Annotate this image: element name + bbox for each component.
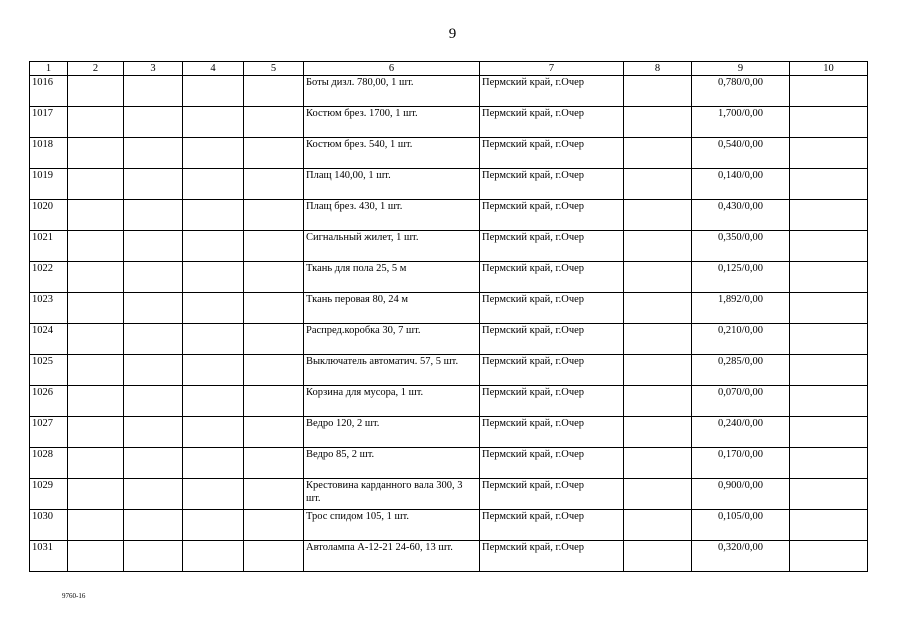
cell-col-5	[244, 76, 304, 107]
column-number-cell: 8	[624, 62, 692, 76]
column-number-cell: 3	[124, 62, 183, 76]
cell-col-9: 0,070/0,00	[692, 386, 790, 417]
cell-col-4	[183, 386, 244, 417]
cell-col-6: Ткань для пола 25, 5 м	[304, 262, 480, 293]
cell-col-1: 1016	[30, 76, 68, 107]
table-row	[30, 386, 868, 417]
table-row	[30, 479, 868, 510]
cell-col-7: Пермский край, г.Очер	[480, 324, 624, 355]
cell-col-3	[124, 107, 183, 138]
cell-col-5	[244, 262, 304, 293]
cell-col-3	[124, 138, 183, 169]
cell-col-7: Пермский край, г.Очер	[480, 448, 624, 479]
cell-col-2	[68, 138, 124, 169]
table-row	[30, 355, 868, 386]
column-number-cell: 4	[183, 62, 244, 76]
cell-col-1: 1029	[30, 479, 68, 510]
cell-col-10	[790, 169, 868, 200]
cell-col-10	[790, 200, 868, 231]
cell-col-9: 0,430/0,00	[692, 200, 790, 231]
cell-col-1: 1019	[30, 169, 68, 200]
table-row	[30, 293, 868, 324]
table-row	[30, 324, 868, 355]
cell-col-7: Пермский край, г.Очер	[480, 200, 624, 231]
cell-col-10	[790, 479, 868, 510]
cell-col-3	[124, 417, 183, 448]
cell-col-2	[68, 107, 124, 138]
cell-col-8	[624, 324, 692, 355]
cell-col-8	[624, 417, 692, 448]
cell-col-3	[124, 448, 183, 479]
cell-col-5	[244, 510, 304, 541]
table-row	[30, 262, 868, 293]
cell-col-9: 0,105/0,00	[692, 510, 790, 541]
cell-col-10	[790, 76, 868, 107]
cell-col-7: Пермский край, г.Очер	[480, 107, 624, 138]
cell-col-8	[624, 169, 692, 200]
cell-col-8	[624, 479, 692, 510]
cell-col-5	[244, 169, 304, 200]
cell-col-6: Корзина для мусора, 1 шт.	[304, 386, 480, 417]
cell-col-3	[124, 231, 183, 262]
cell-col-2	[68, 324, 124, 355]
cell-col-10	[790, 510, 868, 541]
table-row	[30, 448, 868, 479]
cell-col-3	[124, 200, 183, 231]
cell-col-9: 0,780/0,00	[692, 76, 790, 107]
cell-col-7: Пермский край, г.Очер	[480, 479, 624, 510]
cell-col-9: 0,350/0,00	[692, 231, 790, 262]
cell-col-10	[790, 293, 868, 324]
cell-col-6: Крестовина карданного вала 300, 3 шт.	[304, 479, 480, 510]
table-row	[30, 417, 868, 448]
cell-col-9: 0,285/0,00	[692, 355, 790, 386]
table-row	[30, 76, 868, 107]
cell-col-1: 1026	[30, 386, 68, 417]
cell-col-9: 0,540/0,00	[692, 138, 790, 169]
cell-col-4	[183, 107, 244, 138]
footer-code: 9760-16	[62, 592, 86, 600]
cell-col-6: Плащ 140,00, 1 шт.	[304, 169, 480, 200]
cell-col-9: 0,170/0,00	[692, 448, 790, 479]
cell-col-2	[68, 169, 124, 200]
cell-col-3	[124, 76, 183, 107]
cell-col-9: 0,320/0,00	[692, 541, 790, 572]
cell-col-1: 1024	[30, 324, 68, 355]
cell-col-8	[624, 355, 692, 386]
cell-col-1: 1020	[30, 200, 68, 231]
cell-col-2	[68, 510, 124, 541]
cell-col-7: Пермский край, г.Очер	[480, 231, 624, 262]
cell-col-10	[790, 355, 868, 386]
cell-col-5	[244, 417, 304, 448]
cell-col-6: Распред.коробка 30, 7 шт.	[304, 324, 480, 355]
table-row	[30, 510, 868, 541]
cell-col-1: 1022	[30, 262, 68, 293]
cell-col-6: Сигнальный жилет, 1 шт.	[304, 231, 480, 262]
column-number-cell: 9	[692, 62, 790, 76]
cell-col-9: 0,210/0,00	[692, 324, 790, 355]
cell-col-8	[624, 138, 692, 169]
cell-col-2	[68, 479, 124, 510]
cell-col-10	[790, 324, 868, 355]
cell-col-7: Пермский край, г.Очер	[480, 138, 624, 169]
column-number-cell: 5	[244, 62, 304, 76]
cell-col-7: Пермский край, г.Очер	[480, 510, 624, 541]
cell-col-4	[183, 479, 244, 510]
table-row	[30, 169, 868, 200]
cell-col-10	[790, 541, 868, 572]
cell-col-9: 1,892/0,00	[692, 293, 790, 324]
cell-col-3	[124, 479, 183, 510]
cell-col-1: 1017	[30, 107, 68, 138]
cell-col-5	[244, 324, 304, 355]
cell-col-8	[624, 293, 692, 324]
cell-col-10	[790, 262, 868, 293]
cell-col-10	[790, 448, 868, 479]
cell-col-4	[183, 324, 244, 355]
cell-col-8	[624, 200, 692, 231]
cell-col-5	[244, 231, 304, 262]
cell-col-4	[183, 76, 244, 107]
cell-col-2	[68, 262, 124, 293]
cell-col-6: Костюм брез. 540, 1 шт.	[304, 138, 480, 169]
cell-col-8	[624, 107, 692, 138]
cell-col-3	[124, 510, 183, 541]
cell-col-2	[68, 76, 124, 107]
cell-col-8	[624, 231, 692, 262]
cell-col-6: Трос спидом 105, 1 шт.	[304, 510, 480, 541]
cell-col-2	[68, 417, 124, 448]
cell-col-7: Пермский край, г.Очер	[480, 386, 624, 417]
cell-col-6: Боты дизл. 780,00, 1 шт.	[304, 76, 480, 107]
cell-col-4	[183, 262, 244, 293]
cell-col-6: Костюм брез. 1700, 1 шт.	[304, 107, 480, 138]
cell-col-2	[68, 200, 124, 231]
cell-col-1: 1023	[30, 293, 68, 324]
table-row	[30, 107, 868, 138]
column-number-cell: 10	[790, 62, 868, 76]
cell-col-3	[124, 324, 183, 355]
cell-col-5	[244, 107, 304, 138]
cell-col-7: Пермский край, г.Очер	[480, 76, 624, 107]
cell-col-10	[790, 417, 868, 448]
cell-col-10	[790, 231, 868, 262]
cell-col-1: 1025	[30, 355, 68, 386]
column-number-cell: 7	[480, 62, 624, 76]
cell-col-6: Плащ брез. 430, 1 шт.	[304, 200, 480, 231]
cell-col-4	[183, 169, 244, 200]
cell-col-4	[183, 510, 244, 541]
cell-col-6: Ведро 120, 2 шт.	[304, 417, 480, 448]
cell-col-5	[244, 541, 304, 572]
cell-col-8	[624, 541, 692, 572]
cell-col-4	[183, 448, 244, 479]
cell-col-2	[68, 355, 124, 386]
cell-col-5	[244, 293, 304, 324]
cell-col-4	[183, 417, 244, 448]
cell-col-3	[124, 169, 183, 200]
cell-col-9: 0,140/0,00	[692, 169, 790, 200]
cell-col-5	[244, 355, 304, 386]
page-number: 9	[448, 26, 457, 42]
cell-col-8	[624, 510, 692, 541]
cell-col-6: Ведро 85, 2 шт.	[304, 448, 480, 479]
cell-col-1: 1021	[30, 231, 68, 262]
table-row	[30, 541, 868, 572]
cell-col-10	[790, 386, 868, 417]
cell-col-8	[624, 448, 692, 479]
cell-col-1: 1031	[30, 541, 68, 572]
cell-col-2	[68, 448, 124, 479]
cell-col-7: Пермский край, г.Очер	[480, 169, 624, 200]
cell-col-7: Пермский край, г.Очер	[480, 262, 624, 293]
cell-col-4	[183, 231, 244, 262]
cell-col-3	[124, 293, 183, 324]
cell-col-9: 1,700/0,00	[692, 107, 790, 138]
cell-col-4	[183, 541, 244, 572]
cell-col-3	[124, 541, 183, 572]
cell-col-5	[244, 448, 304, 479]
cell-col-5	[244, 138, 304, 169]
column-number-row	[30, 62, 868, 76]
column-number-cell: 2	[68, 62, 124, 76]
cell-col-4	[183, 293, 244, 324]
cell-col-6: Ткань перовая 80, 24 м	[304, 293, 480, 324]
table-row	[30, 138, 868, 169]
cell-col-7: Пермский край, г.Очер	[480, 541, 624, 572]
cell-col-2	[68, 541, 124, 572]
cell-col-5	[244, 200, 304, 231]
cell-col-6: Автолампа А-12-21 24-60, 13 шт.	[304, 541, 480, 572]
cell-col-4	[183, 355, 244, 386]
cell-col-1: 1027	[30, 417, 68, 448]
cell-col-8	[624, 386, 692, 417]
cell-col-4	[183, 138, 244, 169]
table-row	[30, 200, 868, 231]
cell-col-9: 0,900/0,00	[692, 479, 790, 510]
cell-col-4	[183, 200, 244, 231]
cell-col-8	[624, 262, 692, 293]
cell-col-1: 1018	[30, 138, 68, 169]
table-row	[30, 231, 868, 262]
register-table	[29, 61, 868, 572]
cell-col-2	[68, 293, 124, 324]
cell-col-1: 1028	[30, 448, 68, 479]
cell-col-1: 1030	[30, 510, 68, 541]
cell-col-10	[790, 138, 868, 169]
cell-col-9: 0,125/0,00	[692, 262, 790, 293]
cell-col-7: Пермский край, г.Очер	[480, 293, 624, 324]
column-number-cell: 1	[30, 62, 68, 76]
cell-col-3	[124, 355, 183, 386]
column-number-cell: 6	[304, 62, 480, 76]
cell-col-3	[124, 262, 183, 293]
cell-col-2	[68, 231, 124, 262]
cell-col-8	[624, 76, 692, 107]
cell-col-5	[244, 386, 304, 417]
cell-col-9: 0,240/0,00	[692, 417, 790, 448]
cell-col-3	[124, 386, 183, 417]
cell-col-2	[68, 386, 124, 417]
cell-col-6: Выключатель автоматич. 57, 5 шт.	[304, 355, 480, 386]
cell-col-7: Пермский край, г.Очер	[480, 355, 624, 386]
cell-col-7: Пермский край, г.Очер	[480, 417, 624, 448]
cell-col-5	[244, 479, 304, 510]
cell-col-10	[790, 107, 868, 138]
